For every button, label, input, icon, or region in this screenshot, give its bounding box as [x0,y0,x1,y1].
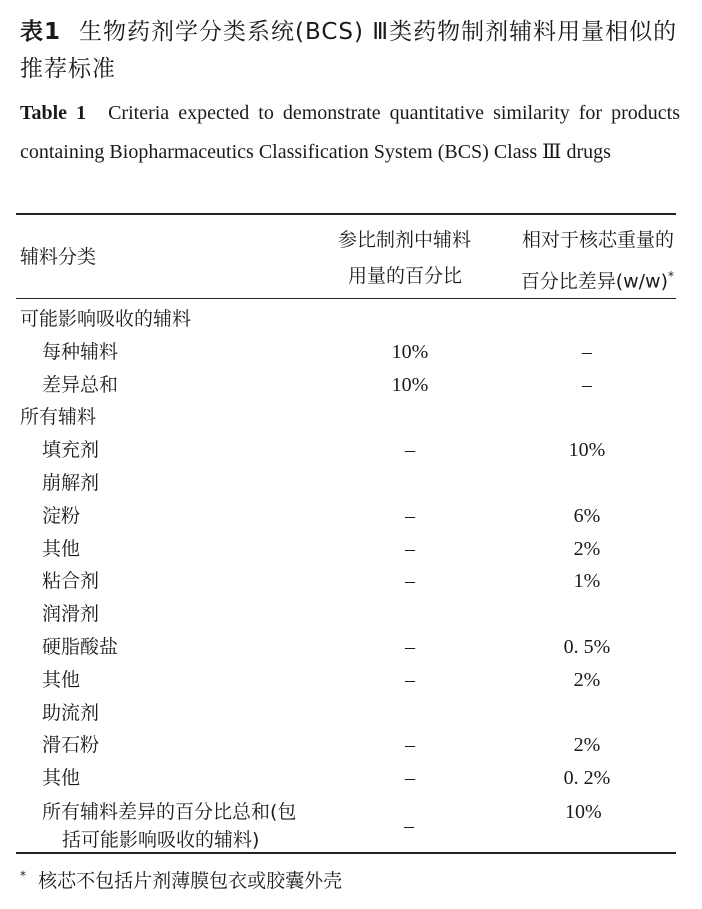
footnote-text: 核芯不包括片剂薄膜包衣或胶囊外壳 [38,870,343,892]
row-label: 其他 [42,669,81,691]
row-label: 填充剂 [42,439,100,461]
table-caption-cn [20,14,680,88]
row-col-c: – [582,374,592,396]
row-label: 每种辅料 [42,341,119,363]
row-col-b: – [405,538,415,560]
row-label: 其他 [42,767,81,789]
row-col-c: 2% [573,538,601,560]
caption-cn-text: 生物药剂学分类系统(BCS) Ⅲ类药物制剂辅料用量相似的推荐标准 [20,19,678,82]
row-col-c: 0. 2% [563,767,611,789]
table-header-rule [16,298,676,299]
row-label: 差异总和 [42,374,119,396]
row-label: 淀粉 [42,505,81,527]
row-col-b: – [405,505,415,527]
row-label: 润滑剂 [42,603,100,625]
caption-en-text: Criteria expected to demonstrate quantitative similarity for products containing Biopharmaceutics Classification System (BCS) Class Ⅲ drugs [20,102,680,163]
row-label: 其他 [42,538,81,560]
row-col-b: – [405,636,415,658]
header-col-c-line1: 相对于核芯重量的 [521,229,674,251]
caption-en-label: Table 1 [20,102,87,124]
row-col-c: 2% [573,669,601,691]
row-col-b: – [405,669,415,691]
caption-cn-label: 表1 [20,19,62,45]
header-col-a: 辅料分类 [20,246,97,268]
row-col-c: 1% [573,570,601,592]
row-label: 滑石粉 [42,734,100,756]
row-label: 硬脂酸盐 [42,636,119,658]
row-col-c: 10% [568,439,606,461]
row-label: 助流剂 [42,702,100,724]
table-bottom-rule [16,852,676,854]
table-footnote [20,866,342,893]
last-row-col-b: – [404,815,414,837]
table-top-rule [16,213,676,215]
row-col-b: – [405,734,415,756]
header-col-b-line1: 参比制剂中辅料 [338,229,472,251]
row-col-b: 10% [391,341,429,363]
row-col-b: – [405,570,415,592]
header-col-c-mark: * [668,269,674,283]
header-col-c-line2 [521,260,674,298]
header-col-b-line2: 用量的百分比 [348,265,463,287]
row-label: 可能影响吸收的辅料 [20,308,192,330]
row-col-c: 0. 5% [563,636,611,658]
last-row-label-line2: 括可能影响吸收的辅料) [62,829,260,851]
row-col-b: – [405,439,415,461]
table-caption-en [20,94,680,172]
row-col-c: – [582,341,592,363]
row-col-b: 10% [391,374,429,396]
row-label: 所有辅料 [20,406,97,428]
row-col-b: – [405,767,415,789]
row-label: 粘合剂 [42,570,100,592]
header-col-c-text: 百分比差异(w/w) [520,270,668,293]
last-row-label-line1: 所有辅料差异的百分比总和(包 [42,801,297,823]
last-row-col-c: 10% [565,801,602,823]
row-col-c: 6% [573,505,601,527]
footnote-mark: * [20,868,26,883]
row-col-c: 2% [573,734,601,756]
row-label: 崩解剂 [42,472,100,494]
